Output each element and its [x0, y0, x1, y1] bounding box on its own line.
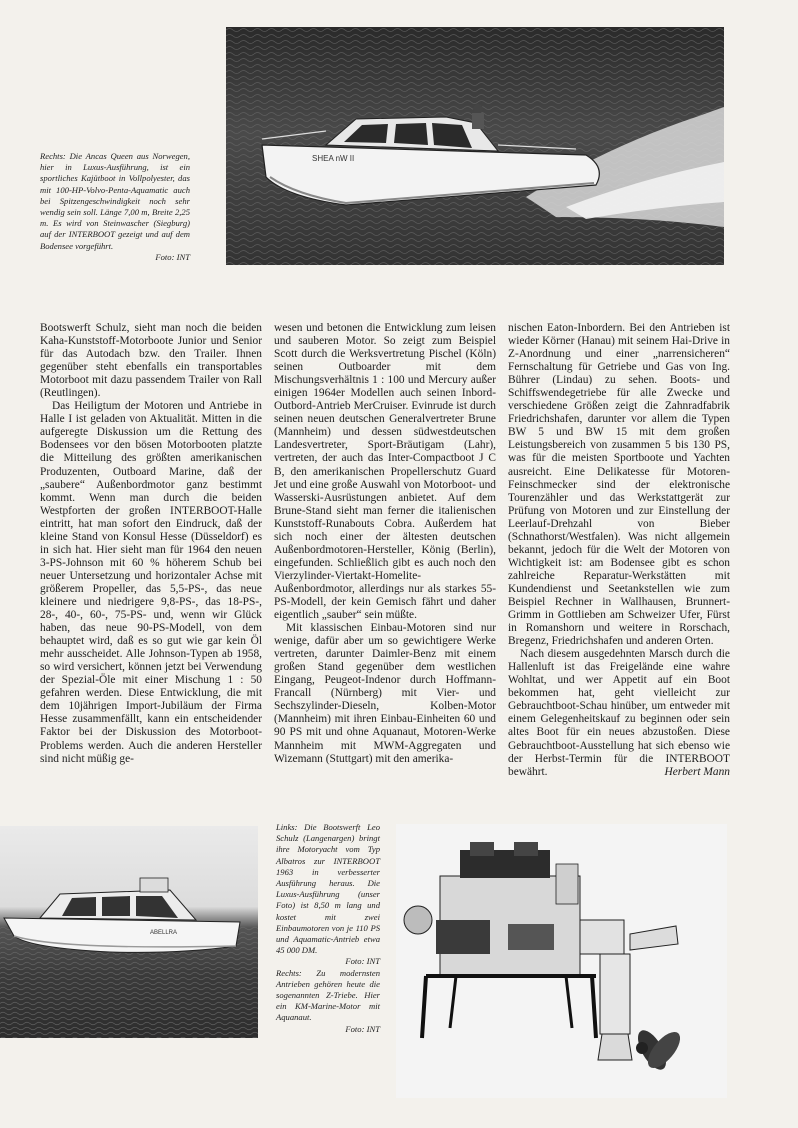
paragraph: nischen Eaton-Inbordern. Bei den Antrieben ist wieder Körner (Hanau) mit seinem Hai-Drive in Z-Anordnung und einer „narrensicheren“ Fernschaltung für Getriebe und Gas von Ing. Bührer (Lindau) zu sehen. Boots- und Schiffswendegetriebe für alle Zwecke und verschiedene Größen zeigt die Zahnradfabrik Friedrichshafen, darunter vor allem die Typen BW 5 und BW 15 mit dem großen Leistungsbereich von zusammen 5 bis 130 PS, was für die meisten Sportboote und Yachten ausreicht. Eine Delikatesse für Motoren-Feinschmecker sind der elektronische Tourenzähler und das Werkstattgerät zur Prüfung von Motoren und zur Einstellung der Leerlauf-Drehzahl von Bieber (Schnathorst/Westfalen). Was nicht allgemein bekannt, jedoch für die Welt der Motoren von Wichtigkeit ist: am Bodensee gibt es schon zahlreiche Reparatur-Werkstätten mit Kundendienst und Seetankstellen wie zum Beispiel Rechner in Wallhausen, Brunnert-Grimm in Gottlieben am Schweizer Ufer, Fürst in Romanshorn und weitere in Rorschach, Bregenz, Friedrichshafen und anderen Orten.	[508, 322, 730, 648]
article-column-1	[40, 322, 262, 766]
engine-z-drive-illustration	[396, 824, 727, 1098]
photo-km-marine-engine	[396, 824, 727, 1098]
caption-links-text: Links: Die Bootswerft Leo Schulz (Langenargen) bringt ihre Motoryacht vom Typ Albatros zur INTERBOOT 1963 in verbesserter Ausführung heraus. Die Luxus-Ausführung (unser Foto) ist 8,50 m lang und kostet mit zwei Einbaumotoren von je 110 PS und Aquamatic-Antrieb etwa 45 000 DM.	[276, 822, 380, 956]
caption-top	[40, 151, 190, 263]
caption-rechts-credit: Foto: INT	[345, 1023, 380, 1034]
paragraph: wesen und betonen die Entwicklung zum leisen und sauberen Motor. So zeigt zum Beispiel Scott durch die Werksvertretung Pischel (Köln) seinen Outboarder mit dem Mischungsverhältnis 1 : 100 und Mercury außer einigen 1964er Modellen auch seinen Inbord-Outbord-Antrieb MerCruiser. Evinrude ist durch seinen neuen deutschen Generalvertreter Brune (Mannheim) und dessen südwestdeutschen Landesvertreter, Sport-Bräutigam (Lahr), vertreten, der auch das Inter-Compactboot J C B, den amerikanischen Propellerschutz Guard Jet und eine große Auswahl von Motorboot- und Wasserski-Ausrüstungen anbietet. Auf dem Brune-Stand sieht man ferner die italienischen Kunststoff-Runabouts Cobra. Außerdem hat sich noch einer der ältesten deutschen Außenbordmotoren-Hersteller, König (Berlin), eingefunden. Schließlich gibt es auch noch den Vierzylinder-Viertakt-Homelite-Außenbordmotor, allerdings nur als starkes 55-PS-Modell, der kein Gemisch fährt und daher eigentlich „sauber“ sein müßte.	[274, 322, 496, 622]
article-column-2	[274, 322, 496, 766]
ancas-queen-boat-illustration	[226, 27, 724, 265]
caption-middle	[276, 822, 380, 1035]
photo-ancas-queen	[226, 27, 724, 265]
hull-marking: SHEA nW II	[312, 154, 355, 163]
hull-marking: ABELLRA	[150, 930, 178, 936]
article-column-3	[508, 322, 730, 779]
paragraph-text: Nach diesem ausgedehnten Marsch durch die Hallenluft ist das Freigelände eine wahre Wohltat, und wer Appetit auf ein Boot bekommen hat, geht vielleicht zur Gebrauchtboot-Schau hinüber, um entweder mit einem Gelegenheitskauf zu beginnen oder sein altes Boot für ein neues abzustoßen. Diese Gebrauchtboot-Ausstellung hat sich ebenso wie der Herbst-Termin für die INTERBOOT bewährt.	[508, 648, 730, 778]
author-signature: Herbert Mann	[664, 765, 730, 778]
paragraph: Mit klassischen Einbau-Motoren sind nur wenige, dafür aber um so gewichtigere Werke vertreten, darunter Daimler-Benz mit einem großen Stand gegenüber dem westlichen Eingang, Peugeot-Indenor durch Hoffmann-Francall (Nürnberg) mit Vier- und Sechszylinder-Dieseln, Kolben-Motor (Mannheim) mit ihren Einbau-Einheiten 60 und 90 PS mit und ohne Aquanaut, Motoren-Werke Mannheim mit MWM-Aggregaten und Wizemann (Stuttgart) mit den amerika-	[274, 622, 496, 765]
caption-top-credit: Foto: INT	[155, 251, 190, 262]
photo-albatros-yacht	[0, 826, 258, 1038]
caption-top-text: Rechts: Die Ancas Queen aus Norwegen, hier in Luxus-Ausführung, ist ein sportliches Kajütboot in Vollpolyester, das mit 100-HP-Volvo-Penta-Aquamatic auch bei Spitzengeschwindigkeit noch sehr wendig sein soll. Länge 7,00 m, Breite 2,25 m. Es wird von Steinwascher (Siegburg) auf der INTERBOOT gezeigt und auf dem Bodensee vorgeführt.	[40, 151, 190, 251]
caption-rechts-text: Rechts: Zu modernsten Antrieben gehören heute die sogenannten Z-Triebe. Hier ein KM-Marine-Motor mit Aquanaut.	[276, 967, 380, 1023]
albatros-yacht-illustration	[0, 826, 258, 1038]
paragraph: Das Heiligtum der Motoren und Antriebe in Halle I ist geladen von Aktualität. Mitten in die aufgeregte Diskussion um die Rettung des Bodensees vor den bösen Motorbooten platzte die Mitteilung des größten amerikanischen Produzenten, Outboard Marine, daß der „saubere“ Außenbordmotor ganz bestimmt kommt. Wenn man durch die beiden Westpforten der großen INTERBOOT-Halle eintritt, hat man sofort den Eindruck, daß der kleine Stand von Konsul Hesse (Düsseldorf) es in sich hat. Hier sieht man für 1964 den neuen 3-PS-Johnson mit 60 % höherem Schub bei neuer Untersetzung und horizontaler Achse mit größerem Propeller, das 5,5-PS-, das neue kleinere und niedrigere 9,8-PS-, das 18-PS-, 28-, 40-, 60-, 75-PS- und, wenn wir Glück haben, das neue 90-PS-Modell, von dem behauptet wird, daß es so gut wie gar kein Öl mehr ausscheidet. Alle Johnson-Typen ab 1958, so wird versichert, können jetzt bei Verwendung der Spezial-Öle mit einer Mischung 1 : 50 gefahren werden. Diese Entwicklung, die mit dem 10jährigen Import-Jubiläum der Firma Hesse zusammenfällt, kann ein entscheidender Faktor bei der Diskussion des Motorboot-Problems werden. Auch die anderen Hersteller sind nicht müßig ge-	[40, 400, 262, 765]
caption-links-credit: Foto: INT	[345, 956, 380, 967]
paragraph: Bootswerft Schulz, sieht man noch die beiden Kaha-Kunststoff-Motorboote Junior und Senior für das Autodach bzw. den Trailer. Ihnen gegenüber steht ebenfalls ein transportables Motorboot mit dazu passendem Trailer von Rall (Reutlingen).	[40, 322, 262, 400]
paragraph	[508, 648, 730, 778]
